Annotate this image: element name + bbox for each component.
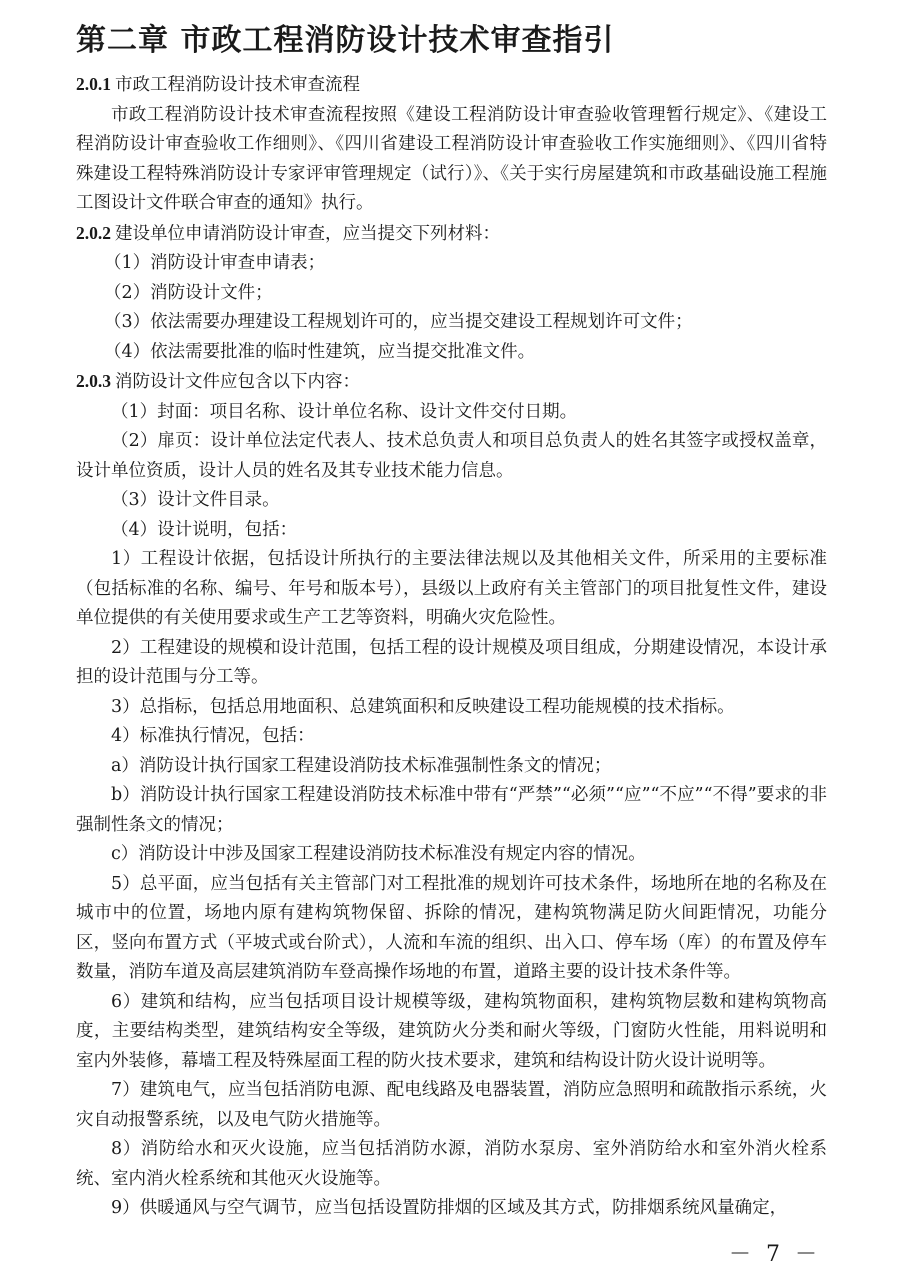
paragraph: 市政工程消防设计技术审查流程按照《建设工程消防设计审查验收管理暂行规定》、《建设工程消防设计审查验收工作细则》、《四川省建设工程消防设计审查验收工作实施细则》、《四川省特殊建设工程特殊消防设计专家评审管理规定（试行）》、《关于实行房屋建筑和市政基础设施工程施工图设计文件联合审查的通知》执行。	[76, 104, 827, 213]
list-item: 8）消防给水和灭火设施，应当包括消防水源，消防水泵房、室外消防给水和室外消火栓系统、室内消火栓系统和其他灭火设施等。	[76, 1139, 827, 1189]
list-item: 4）标准执行情况，包括：	[111, 726, 315, 746]
list-item: （1）封面：项目名称、设计单位名称、设计文件交付日期。	[111, 401, 578, 422]
list-item: b）消防设计执行国家工程建设消防技术标准中带有“严禁”“必须”“应”“不应”“不得”要求的非强制性条文的情况；	[76, 785, 827, 835]
list-item: （2）消防设计文件；	[104, 282, 273, 303]
section-heading-2-0-2	[76, 219, 827, 250]
section-number: 2.0.2	[76, 222, 111, 243]
list-item: （3）设计文件目录。	[111, 490, 280, 510]
list-item: c）消防设计中涉及国家工程建设消防技术标准没有规定内容的情况。	[111, 844, 646, 864]
list-item: （3）依法需要办理建设工程规划许可的，应当提交建设工程规划许可文件；	[104, 312, 693, 332]
list-item: a）消防设计执行国家工程建设消防技术标准强制性条文的情况；	[111, 755, 612, 776]
list-item: 7）建筑电气，应当包括消防电源、配电线路及电器装置，消防应急照明和疏散指示系统，火灾自动报警系统，以及电气防火措施等。	[76, 1080, 827, 1130]
section-title: 消防设计文件应包含以下内容：	[115, 372, 360, 392]
list-item: 2）工程建设的规模和设计范围，包括工程的设计规模及项目组成，分期建设情况，本设计承担的设计范围与分工等。	[76, 637, 827, 687]
list-item: （2）扉页：设计单位法定代表人、技术总负责人和项目总负责人的姓名其签字或授权盖章，设计单位资质，设计人员的姓名及其专业技术能力信息。	[76, 431, 827, 481]
list-item: 3）总指标，包括总用地面积、总建筑面积和反映建设工程功能规模的技术指标。	[111, 696, 735, 717]
list-item: 5）总平面，应当包括有关主管部门对工程批准的规划许可技术条件，场地所在地的名称及在城市中的位置，场地内原有建构筑物保留、拆除的情况，建构筑物满足防火间距情况，功能分区，竖向布置方式（平坡式或台阶式），人流和车流的组织、出入口、停车场（库）的布置及停车数量，消防车道及高层建筑消防车登高操作场地的布置，道路主要的设计技术条件等。	[76, 873, 827, 982]
section-number: 2.0.3	[76, 371, 111, 391]
section-heading-2-0-1	[76, 70, 827, 101]
list-item: （4）依法需要批准的临时性建筑，应当提交批准文件。	[104, 341, 536, 362]
list-item: 9）供暖通风与空气调节，应当包括设置防排烟的区域及其方式，防排烟系统风量确定，	[111, 1198, 788, 1218]
section-heading-2-0-3	[76, 367, 827, 398]
list-item: 1）工程设计依据，包括设计所执行的主要法律法规以及其他相关文件，所采用的主要标准（包括标准的名称、编号、年号和版本号），县级以上政府有关主管部门的项目批复性文件，建设单位提供的有关使用要求或生产工艺等资料，明确火灾危险性。	[76, 549, 827, 628]
section-title: 建设单位申请消防设计审查，应当提交下列材料：	[115, 223, 500, 244]
section-number: 2.0.1	[76, 74, 111, 94]
chapter-title: 第二章 市政工程消防设计技术审查指引	[76, 23, 615, 58]
list-item: 6）建筑和结构，应当包括项目设计规模等级，建构筑物面积，建构筑物层数和建构筑物高度，主要结构类型，建筑结构安全等级，建筑防火分类和耐火等级，门窗防火性能，用料说明和室内外装修，幕墙工程及特殊屋面工程的防火技术要求，建筑和结构设计防火设计说明等。	[76, 991, 827, 1071]
list-item: （1）消防设计审查申请表；	[104, 253, 326, 273]
document-body	[76, 70, 827, 1224]
section-title: 市政工程消防设计技术审查流程	[115, 75, 360, 95]
page-number: － 7 －	[729, 1242, 821, 1267]
list-item: （4）设计说明，包括：	[111, 519, 298, 540]
